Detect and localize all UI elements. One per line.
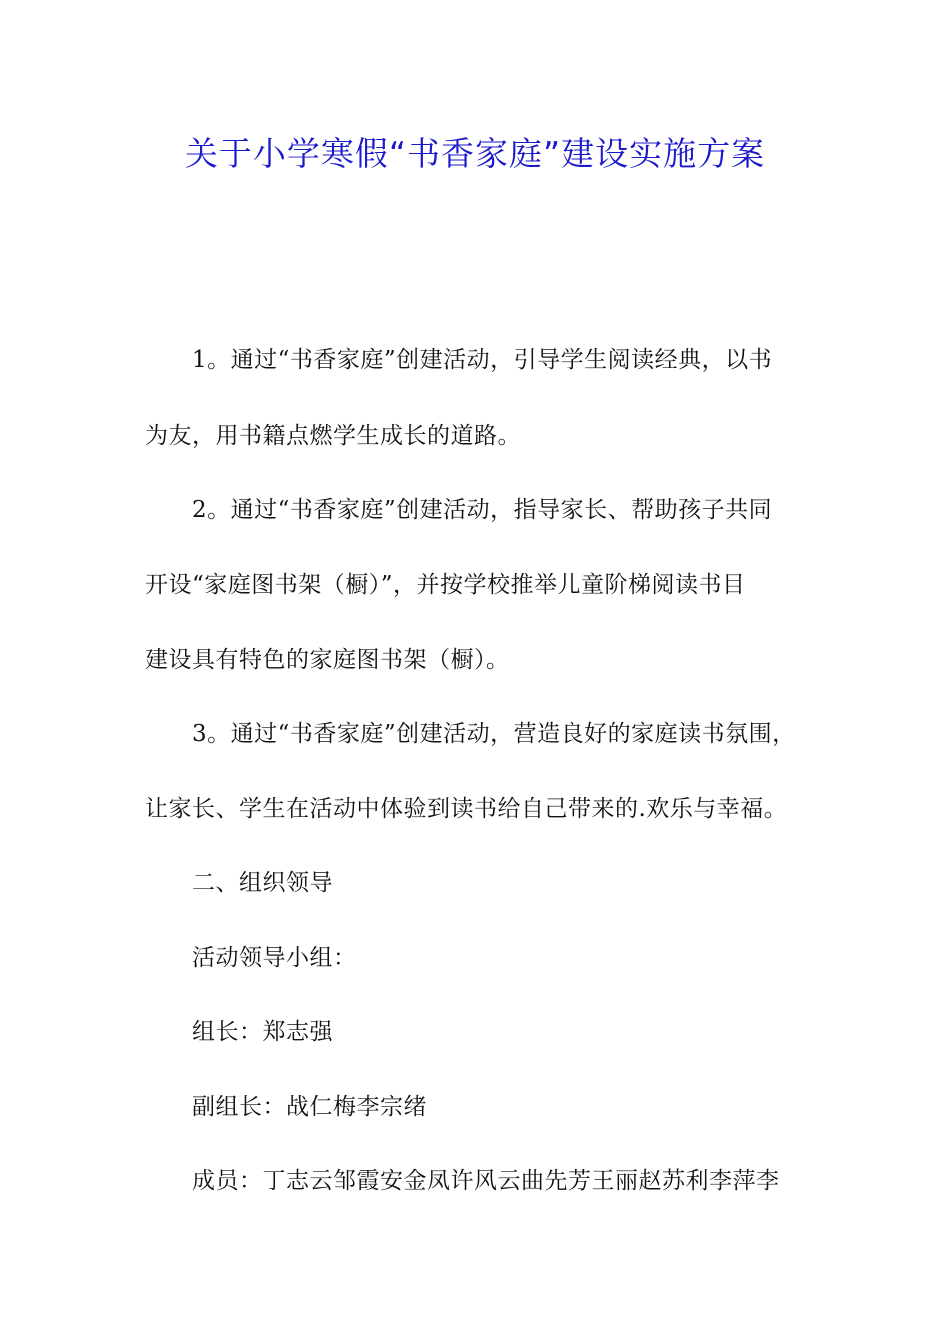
paragraph-line: 成员：丁志云邹霞安金凤许风云曲先芳王丽赵苏利李萍李 <box>192 1168 780 1194</box>
document-title: 关于小学寒假“书香家庭”建设实施方案 <box>184 134 766 173</box>
paragraph-line: 为友，用书籍点燃学生成长的道路。 <box>145 423 521 449</box>
paragraph-line: 让家长、学生在活动中体验到读书给自己带来的.欢乐与幸福。 <box>145 796 788 822</box>
paragraph-line: 开设“家庭图书架（橱）”，并按学校推举儿童阶梯阅读书目 <box>145 572 746 598</box>
paragraph-line: 1。通过“书香家庭”创建活动，引导学生阅读经典，以书 <box>192 347 773 373</box>
paragraph-line: 副组长：战仁梅李宗绪 <box>192 1094 427 1120</box>
section-heading: 二、组织领导 <box>192 870 333 896</box>
paragraph-line: 活动领导小组： <box>192 945 357 971</box>
paragraph-line: 建设具有特色的家庭图书架（橱）。 <box>145 647 510 673</box>
paragraph-line: 组长：郑志强 <box>192 1019 333 1045</box>
paragraph-line: 2。通过“书香家庭”创建活动，指导家长、帮助孩子共同 <box>192 497 773 523</box>
paragraph-line: 3。通过“书香家庭”创建活动，营造良好的家庭读书氛围， <box>192 721 796 747</box>
